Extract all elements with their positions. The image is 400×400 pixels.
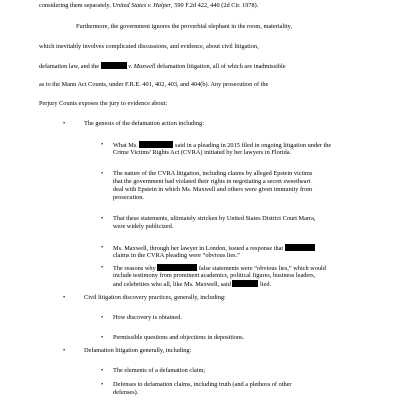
sub-list-item-cont: prosecution. (113, 194, 144, 201)
paragraph-line: as to the Mann Act Counts, under F.R.E. 401, 402, 403, and 404(b). Any prosecution of the (39, 81, 269, 88)
bullet-icon: • (63, 294, 66, 301)
text-run: The reasons why (113, 265, 156, 272)
sub-list-item-cont: include testimony from prominent academics, political figures, business leaders, (113, 272, 316, 279)
text-run: What Ms. (113, 142, 138, 149)
text-run: false statements were “obvious lies,” which would (198, 265, 326, 272)
list-item: Defamation litigation generally, including: (84, 347, 192, 354)
sub-list-item-cont: Crime Victims' Rights Act (CVRA) initiated by her lawyers in Florida. (113, 149, 292, 156)
sub-list-item-cont (113, 280, 271, 289)
bullet-icon: • (101, 314, 104, 321)
paragraph-line: which inevitably involves complicated discussions, and evidence, about civil litigation, (39, 43, 259, 50)
text-run: defamation litigation, all of which are inadmissible (157, 63, 286, 70)
bullet-icon: • (101, 215, 104, 222)
sub-list-item: The elements of a defamation claim; (113, 367, 206, 374)
bullet-icon: • (101, 141, 104, 148)
sub-list-item: How discovery is obtained. (113, 314, 182, 321)
sub-list-item: That these statements, ultimately stricken by United States District Court Marra, (113, 215, 316, 222)
list-item: The genesis of the defamation action including: (84, 120, 204, 127)
redaction-bar (139, 141, 173, 148)
sub-list-item-cont: were widely publicized. (113, 223, 174, 230)
paragraph-line: Furthermore, the government ignores the proverbial elephant in the room, materiality, (76, 23, 292, 30)
text-run: Ms. Maxwell, through her lawyer in London, issued a response that (113, 245, 284, 252)
bullet-icon: • (101, 264, 104, 271)
sub-list-item-cont: that the government had violated their rights in negotiating a secret sweetheart (113, 178, 311, 185)
text-run: considering them separately. (39, 2, 111, 9)
opening-line (39, 2, 258, 10)
bullet-icon: • (101, 367, 104, 374)
bullet-icon: • (101, 381, 104, 388)
list-item: Civil litigation discovery practices, generally, including: (84, 294, 226, 301)
text-run: lied. (260, 281, 272, 288)
sub-list-item-cont: defenses). (113, 389, 139, 396)
redaction-bar (157, 264, 197, 271)
text-run: said in a pleading in 2015 filed in ongoing litigation under the (175, 142, 332, 149)
paragraph-line (39, 62, 286, 71)
bullet-icon: • (63, 120, 66, 127)
bullet-icon: • (101, 334, 104, 341)
case-citation: v. Maxwell (128, 63, 156, 70)
case-citation: United States v. Halper (112, 2, 172, 9)
sub-list-item: Permissible questions and objections in depositions. (113, 334, 245, 341)
redaction-bar (232, 280, 258, 287)
text-run: , 590 F.2d 422, 440 (2d Cir. 1978). (171, 2, 259, 9)
sub-list-item: Defenses to defamation claims, including truth (and a plethora of other (113, 381, 292, 388)
sub-list-item-cont: deal with Epstein in which Ms. Maxwell and others were given immunity from (113, 186, 313, 193)
bullet-icon: • (63, 347, 66, 354)
sub-list-item-cont: claims in the CVRA pleading were “obvious lies.” (113, 252, 240, 259)
text-run: defamation law, and the (39, 63, 100, 70)
bullet-icon: • (101, 244, 104, 251)
sub-list-item: The nature of the CVRA litigation, including claims by alleged Epstein victims (113, 170, 313, 177)
text-run: and celebrities who all, like Ms. Maxwell, said (113, 281, 231, 288)
paragraph-line: Perjury Counts exposes the jury to evidence about: (39, 100, 168, 107)
redaction-bar (101, 62, 127, 69)
bullet-icon: • (101, 170, 104, 177)
redaction-bar (285, 244, 315, 251)
